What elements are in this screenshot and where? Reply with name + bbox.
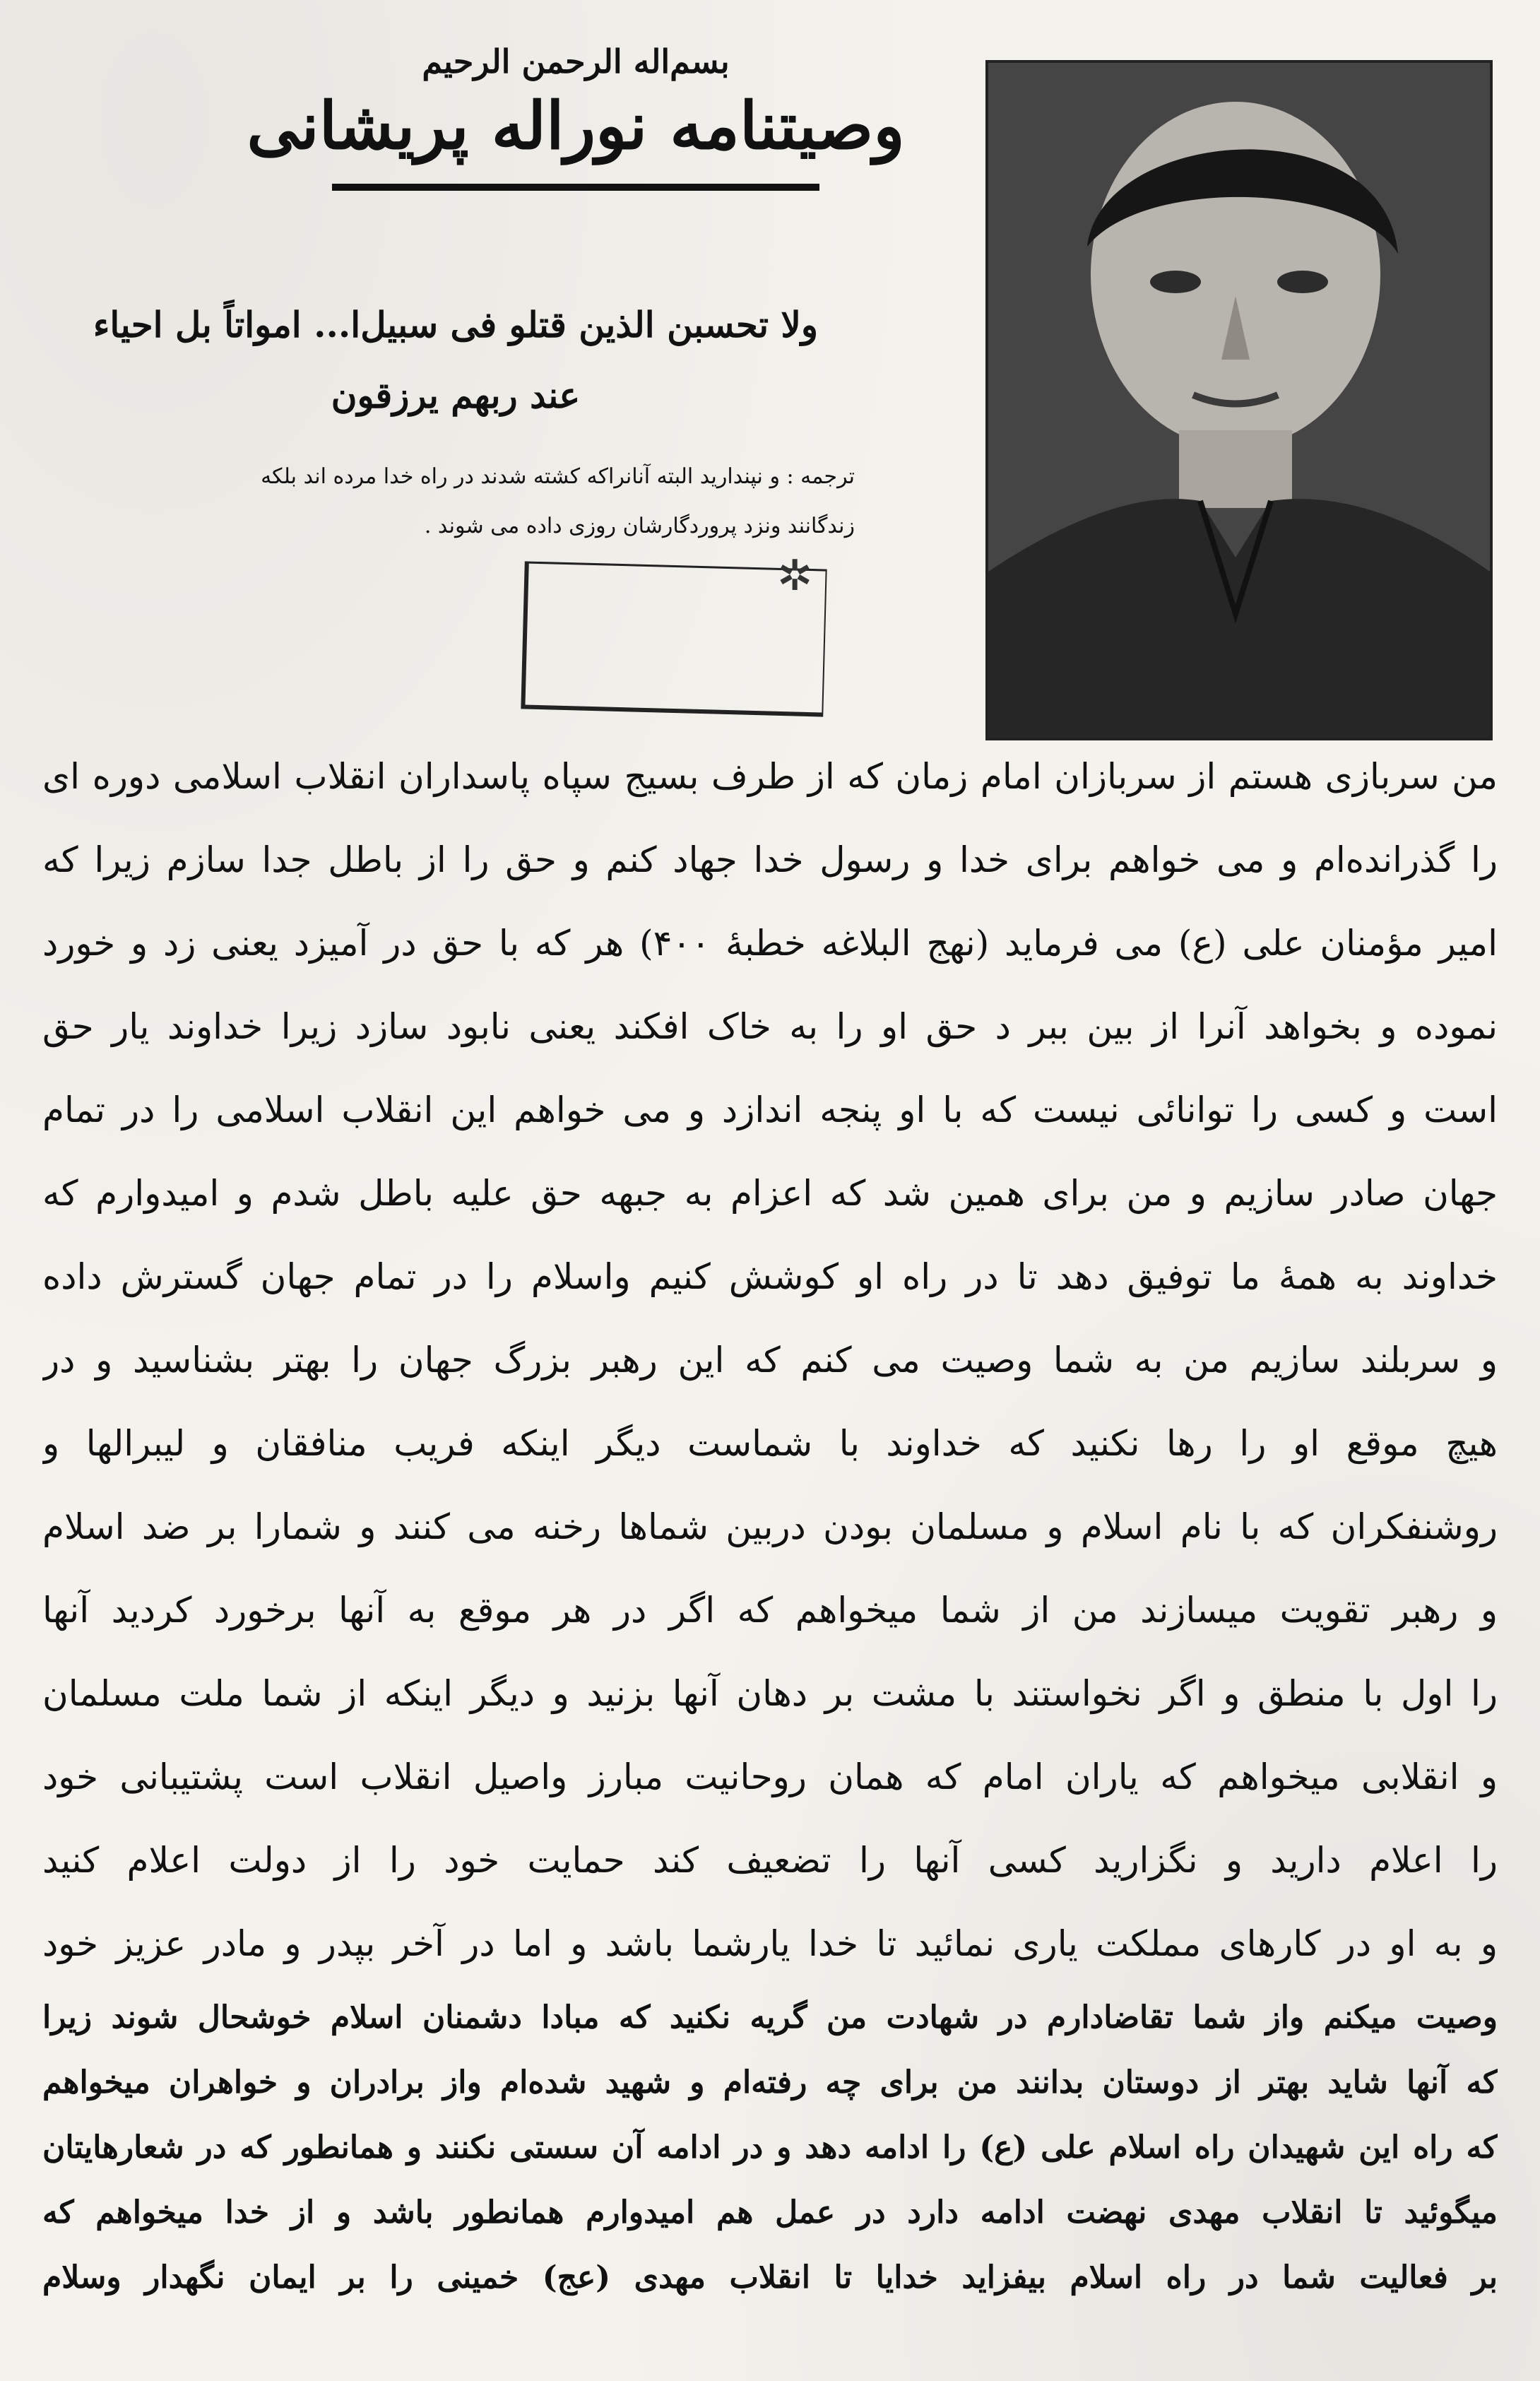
body-line: نموده و بخواهد آنرا از بین ببر د حق او را به خاک افکند یعنی نابود سازد زیرا خداوند یار حق	[42, 1006, 1498, 1047]
body-line: را اول با منطق و اگر نخواستند با مشت بر دهان آنها بزنید و دیگر اینکه از شما ملت مسلمان	[42, 1673, 1498, 1714]
title-underline	[332, 184, 819, 191]
body-line: هیچ موقع او را رها نکنید که خداوند با شماست دیگر اینکه فریب منافقان و لیبرالها و	[42, 1423, 1498, 1464]
body-line-bold: وصیت میکنم واز شما تقاضادارم در شهادت من گریه نکنید که مبادا دشمنان اسلام خوشحال شوند زیرا	[42, 1999, 1498, 2036]
verse-line-1: ولا تحسبن الذین قتلو فی سبیل‌ا... امواتاً بل احیاء	[93, 304, 819, 345]
body-line-bold: که راه این شهیدان راه اسلام علی (ع) را ادامه دهد و در ادامه آن سستی نکنند و همانطور که در شعارهایتان	[42, 2129, 1498, 2166]
header	[212, 28, 940, 191]
body-line: روشنفکران که با نام اسلام و مسلمان بودن دربین شماها رخنه می کنند و شمارا بر ضد اسلام	[42, 1506, 1498, 1547]
portrait-photo	[985, 60, 1493, 740]
body-line-bold: بر فعالیت شما در راه اسلام بیفزاید خدایا تا انقلاب مهدی (عج) خمینی را بر ایمان نگهدار وسلام	[42, 2259, 1498, 2296]
body-line-bold: میگوئید تا انقلاب مهدی نهضت ادامه دارد در عمل هم امیدوارم همانطور باشد و از خدا میخواهم که	[42, 2194, 1498, 2231]
body-text	[42, 735, 1498, 2310]
bismillah: بسم‌اله الرحمن الرحیم	[422, 42, 730, 81]
stamp-mark-icon: ✲	[777, 551, 813, 601]
page-title: وصیتنامه نوراله پریشانی	[247, 88, 905, 164]
body-line: را گذرانده‌ام و می خواهم برای خدا و رسول خدا جهاد کنم و حق را از باطل جدا سازم زیرا که	[42, 839, 1498, 880]
body-line: من سربازی هستم از سربازان امام زمان که از طرف بسیج سپاه پاسداران انقلاب اسلامی دوره ای	[42, 756, 1498, 797]
body-line: را اعلام دارید و نگزارید کسی آنها را تضعیف کند حمایت خود را از دولت اعلام کنید	[42, 1840, 1498, 1881]
body-line: و سربلند سازیم من به شما وصیت می کنم که این رهبر بزرگ جهان را بهتر بشناسید و در	[42, 1340, 1498, 1381]
translation-line-2: زندگانند ونزد پروردگارشان روزی داده می شوند .	[424, 514, 855, 538]
body-line: و انقلابی میخواهم که یاران امام که همان روحانیت مبارز واصیل انقلاب است پشتیبانی خود	[42, 1756, 1498, 1797]
body-line: و به او در کارهای مملکت یاری نمائید تا خدا یارشما باشد و اما در آخر بپدر و مادر عزیز خود	[42, 1923, 1498, 1964]
body-line: است و کسی را توانائی نیست که با او پنجه اندازد و می خواهم این انقلاب اسلامی را در تمام	[42, 1089, 1498, 1130]
quran-verse	[57, 290, 855, 431]
body-line-bold: که آنها شاید بهتر از دوستان بدانند من برای چه رفته‌ام و شهید شده‌ام واز برادران و خواهران میخواهم	[42, 2064, 1498, 2101]
body-line: امیر مؤمنان علی (ع) می فرماید (نهج البلاغه خطبهٔ ۴۰۰) هر که با حق در آمیزد یعنی زد و خورد	[42, 923, 1498, 964]
translation-line-1: ترجمه : و نپندارید البته آنانراکه کشته شدند در راه خدا مرده اند بلکه	[261, 464, 855, 489]
body-line: جهان صادر سازیم و من برای همین شد که اعزام به جبهه حق علیه باطل شدم و امیدوارم که	[42, 1173, 1498, 1214]
verse-line-2: عند ربهم یرزقون	[331, 374, 581, 416]
verse-translation	[106, 452, 855, 551]
body-line: خداوند به همهٔ ما توفیق دهد تا در راه او کوشش کنیم واسلام را در تمام جهان گسترش داده	[42, 1256, 1498, 1297]
body-line: و رهبر تقویت میسازند من از شما میخواهم که اگر در هر موقع به آنها برخورد کردید آنها	[42, 1590, 1498, 1631]
